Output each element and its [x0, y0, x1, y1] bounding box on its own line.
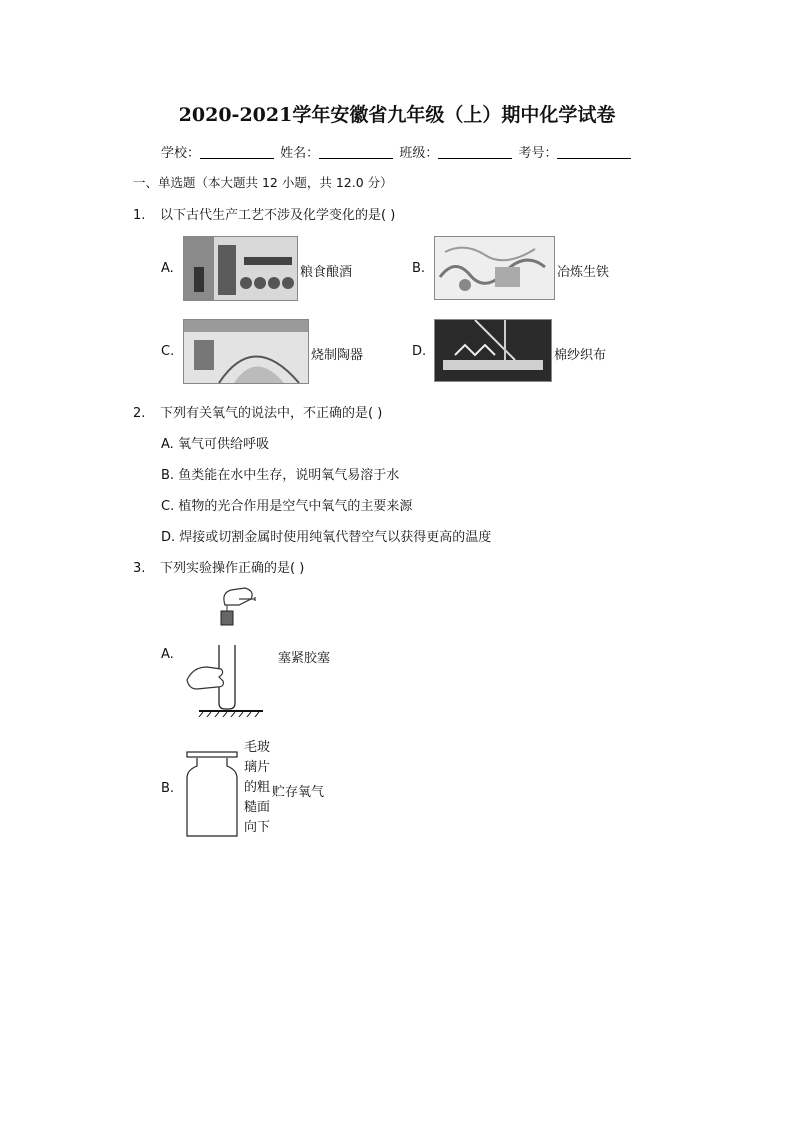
option — [161, 495, 412, 514]
question-stem: 下列有关氧气的说法中，不正确的是( ) — [160, 406, 383, 421]
question-stem: 以下古代生产工艺不涉及化学变化的是( ) — [160, 208, 396, 223]
callout-line: 璃片 — [244, 760, 271, 775]
school-label: 学校： — [161, 146, 201, 161]
callout-line: 糙面 — [244, 800, 271, 815]
option-text: 塞紧胶塞 — [278, 651, 331, 666]
option-letter: D. — [161, 530, 176, 545]
gas-jar-diagram — [183, 748, 243, 838]
option-letter: C. — [161, 499, 175, 514]
option-text: 鱼类能在水中生存，说明氧气易溶于水 — [178, 468, 400, 483]
option — [161, 464, 399, 483]
question-2 — [133, 402, 382, 421]
question-3 — [133, 557, 304, 576]
option-text: 烧制陶器 — [311, 348, 364, 363]
option-letter: A. — [161, 437, 174, 452]
name-field[interactable] — [319, 146, 393, 159]
weaving-image — [434, 319, 552, 382]
question-number: 2. — [133, 406, 146, 421]
option-letter: A. — [161, 647, 174, 662]
pottery-image — [183, 319, 309, 384]
option-letter: D. — [412, 344, 427, 359]
option-letter: C. — [161, 344, 175, 359]
section-heading: 一、单选题（本大题共 12 小题，共 12.0 分） — [133, 175, 393, 190]
option-letter: A. — [161, 261, 174, 276]
exam-title: 2020-2021学年安徽省九年级（上）期中化学试卷 — [178, 104, 616, 126]
question-stem: 下列实验操作正确的是( ) — [160, 561, 305, 576]
question-1 — [133, 204, 395, 223]
option-text: 棉纱织布 — [554, 348, 607, 363]
option-letter: B. — [412, 261, 426, 276]
callout-glass-slide — [244, 738, 270, 838]
exam-no-field[interactable] — [557, 146, 631, 159]
name-label: 姓名： — [280, 146, 320, 161]
student-info-line — [161, 142, 633, 161]
callout-line: 向下 — [244, 820, 271, 835]
option-text: 焊接或切割金属时使用纯氧代替空气以获得更高的温度 — [179, 530, 492, 545]
class-label: 班级： — [399, 146, 439, 161]
option-text: 贮存氧气 — [272, 785, 325, 800]
class-field[interactable] — [438, 146, 512, 159]
question-number: 1. — [133, 208, 146, 223]
option-letter: B. — [161, 781, 175, 796]
option — [161, 526, 491, 545]
smelting-image — [434, 236, 555, 300]
exam-no-label: 考号： — [518, 146, 558, 161]
brewing-image — [183, 236, 298, 301]
option-text: 植物的光合作用是空气中氧气的主要来源 — [178, 499, 413, 514]
option-text: 氧气可供给呼吸 — [177, 437, 269, 452]
school-field[interactable] — [200, 146, 274, 159]
option-text: 粮食酿酒 — [300, 265, 353, 280]
callout-line: 的粗 — [244, 780, 271, 795]
stopper-diagram — [183, 585, 269, 717]
option — [161, 433, 269, 452]
option-text: 冶炼生铁 — [557, 265, 610, 280]
option-letter: B. — [161, 468, 175, 483]
question-number: 3. — [133, 561, 146, 576]
callout-line: 毛玻 — [244, 740, 271, 755]
